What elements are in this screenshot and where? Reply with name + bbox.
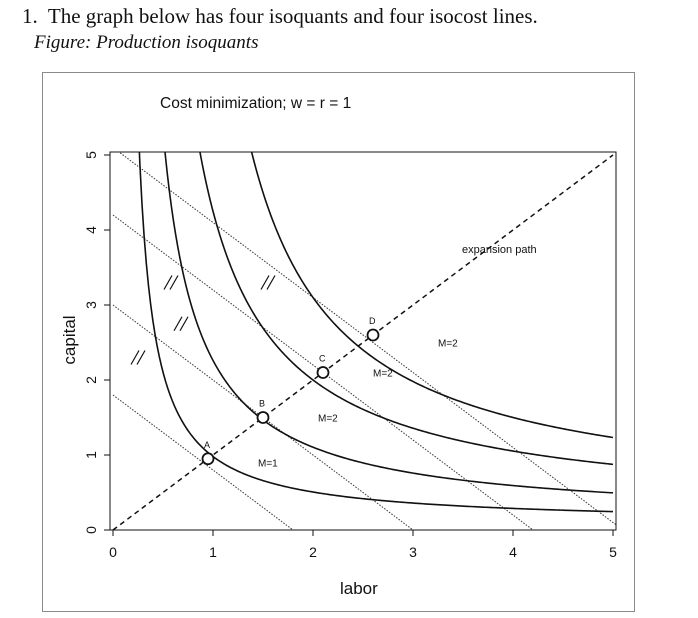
y-tick-label-4: 4	[83, 226, 99, 234]
x-tick-label-3: 3	[409, 544, 417, 560]
y-tick-label-2: 2	[83, 376, 99, 384]
tangency-label-a: A	[204, 439, 211, 450]
question-text: The graph below has four isoquants and four isocost lines.	[47, 4, 538, 28]
expansion-path-line	[113, 155, 613, 530]
plot-area	[110, 152, 616, 530]
tangency-label-b: B	[259, 398, 266, 409]
chart-title: Cost minimization; w = r = 1	[160, 95, 352, 112]
tangency-label-d: D	[369, 316, 376, 326]
y-axis-label: capital	[60, 315, 79, 365]
tangency-point-b	[258, 412, 269, 423]
annotation-4: M=2	[438, 338, 458, 350]
expansion-path-layer	[113, 155, 613, 530]
y-tick-label-3: 3	[83, 301, 99, 309]
tangency-point-a	[203, 453, 214, 464]
tangency-point-c	[318, 367, 329, 378]
x-tick-label-1: 1	[209, 544, 217, 560]
isoquant-curve-1	[138, 110, 613, 512]
question-number: 1.	[22, 4, 38, 28]
annotation-3: M=2	[373, 368, 393, 380]
tangency-points	[203, 316, 379, 464]
y-tick-label-0: 0	[83, 526, 99, 534]
isoquant-curve-4	[242, 110, 613, 438]
hatch-mark-3	[164, 276, 178, 290]
figure-caption: Figure: Production isoquants	[34, 32, 259, 53]
tangency-label-c: C	[319, 353, 326, 364]
x-tick-label-2: 2	[309, 544, 317, 560]
x-tick-label-0: 0	[109, 544, 117, 560]
y-tick-label-5: 5	[83, 151, 99, 159]
y-tick-label-1: 1	[83, 451, 99, 459]
isoquant-curve-3	[193, 110, 613, 464]
annotation-1: M=1	[258, 458, 278, 470]
isoquant-curves	[138, 110, 613, 512]
expansion-path-label: expansion path	[462, 244, 537, 256]
x-tick-label-4: 4	[509, 544, 517, 560]
annotation-2: M=2	[318, 413, 338, 425]
hatch-mark-2	[174, 317, 188, 331]
hatch-mark-1	[131, 351, 145, 365]
tangency-point-d	[368, 330, 379, 341]
x-tick-label-5: 5	[609, 544, 617, 560]
x-axis-label: labor	[340, 579, 378, 598]
axis-ticks	[83, 151, 617, 560]
hatch-mark-4	[261, 276, 275, 290]
